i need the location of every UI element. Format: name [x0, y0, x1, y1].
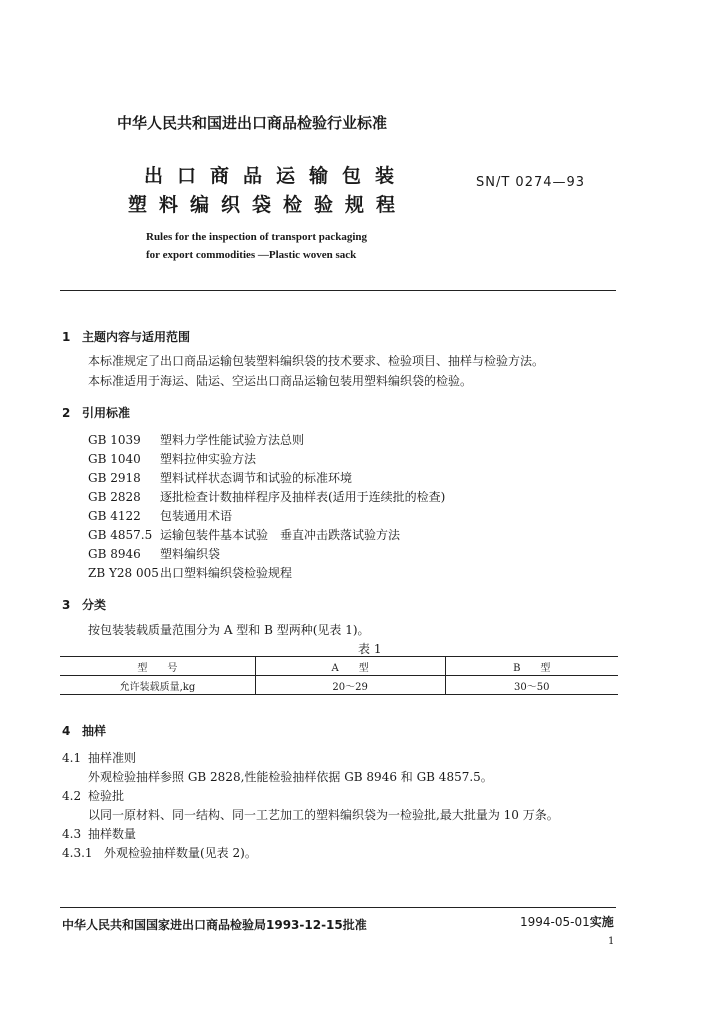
table-header-type-b: B 型	[445, 657, 618, 676]
subsection-4-3-title: 抽样数量	[88, 827, 137, 841]
english-title-line-1: Rules for the inspection of transport packaging	[146, 231, 368, 243]
header-divider	[60, 290, 616, 291]
standard-code: SN/T 0274—93	[476, 175, 586, 190]
reference-name: 出口塑料编织袋检验规程	[160, 566, 293, 580]
section-1-paragraph-1: 本标准规定了出口商品运输包装塑料编织袋的技术要求、检验项目、抽样与检验方法。	[88, 354, 545, 368]
issuing-organization: 中华人民共和国进出口商品检验行业标准	[117, 114, 388, 132]
subsection-4-3-1	[62, 844, 257, 861]
section-1-paragraph-2: 本标准适用于海运、陆运、空运出口商品运输包装用塑料编织袋的检验。	[88, 374, 473, 388]
effective-date-value: 1994-05-01	[520, 915, 590, 929]
subsection-4-3-1-text: 外观检验抽样数量(见表 2)。	[104, 846, 257, 860]
reference-item	[88, 469, 352, 486]
reference-item	[88, 526, 400, 543]
subsection-4-2-title: 检验批	[88, 789, 125, 803]
reference-name: 塑料编织袋	[160, 547, 221, 561]
table-cell-type-b: 30～50	[445, 676, 618, 695]
reference-item	[88, 507, 232, 524]
table-header-row	[60, 657, 618, 676]
subsection-4-1-text: 外观检验抽样参照 GB 2828,性能检验抽样依据 GB 8946 和 GB 4857.5。	[88, 770, 493, 784]
subsection-4-2-heading	[62, 787, 124, 804]
subsection-4-3-1-number: 4.3.1	[62, 846, 93, 860]
section-2-title: 引用标准	[82, 406, 131, 420]
subsection-4-2-text: 以同一原材料、同一结构、同一工艺加工的塑料编织袋为一检验批,最大批量为 10 万条。	[88, 808, 559, 822]
reference-code: GB 2828	[88, 490, 141, 504]
table-1-caption: 表 1	[358, 642, 382, 656]
section-2-heading	[62, 404, 130, 421]
title-line-1: 出口商品运输包装	[144, 165, 409, 187]
section-4-heading	[62, 722, 106, 739]
reference-item	[88, 431, 304, 448]
reference-item	[88, 564, 292, 581]
subsection-4-3-heading	[62, 825, 136, 842]
table-header-model: 型 号	[60, 657, 255, 676]
effective-date	[520, 913, 614, 930]
title-line-2: 塑料编织袋检验规程	[128, 194, 408, 216]
table-cell-label: 允许装载质量,kg	[60, 676, 255, 695]
reference-code: GB 1040	[88, 452, 141, 466]
section-4-title: 抽样	[82, 724, 107, 738]
subsection-4-1-heading	[62, 749, 136, 766]
section-3-paragraph: 按包装装载质量范围分为 A 型和 B 型两种(见表 1)。	[88, 623, 370, 637]
table-header-type-a: A 型	[255, 657, 445, 676]
section-1-heading	[62, 328, 190, 345]
reference-name: 包装通用术语	[160, 509, 233, 523]
section-4-number: 4	[62, 724, 71, 738]
reference-item	[88, 488, 445, 505]
reference-code: GB 8946	[88, 547, 141, 561]
reference-code: GB 1039	[88, 433, 141, 447]
reference-name: 塑料力学性能试验方法总则	[160, 433, 305, 447]
subsection-4-2-number: 4.2	[62, 789, 82, 803]
subsection-4-1-number: 4.1	[62, 751, 82, 765]
section-3-title: 分类	[82, 598, 107, 612]
table-row	[60, 676, 618, 695]
subsection-4-3-number: 4.3	[62, 827, 82, 841]
approval-authority: 中华人民共和国国家进出口商品检验局1993-12-15批准	[62, 918, 367, 932]
effective-date-label: 实施	[589, 915, 614, 929]
reference-code: GB 4857.5	[88, 528, 153, 542]
reference-name: 塑料拉伸实验方法	[160, 452, 257, 466]
reference-item	[88, 450, 256, 467]
page-number: 1	[608, 936, 615, 947]
section-1-number: 1	[62, 330, 71, 344]
section-3-heading	[62, 596, 106, 613]
reference-code: GB 4122	[88, 509, 141, 523]
reference-name: 逐批检查计数抽样程序及抽样表(适用于连续批的检查)	[160, 490, 446, 504]
subsection-4-1-title: 抽样准则	[88, 751, 137, 765]
section-1-title: 主题内容与适用范围	[82, 330, 191, 344]
section-3-number: 3	[62, 598, 71, 612]
table-cell-type-a: 20～29	[255, 676, 445, 695]
reference-name: 塑料试样状态调节和试验的标准环境	[160, 471, 353, 485]
reference-code: GB 2918	[88, 471, 141, 485]
english-title-line-2: for export commodities —Plastic woven sack	[146, 249, 357, 261]
table-1	[60, 656, 618, 695]
footer-divider	[60, 907, 616, 908]
reference-item	[88, 545, 220, 562]
reference-name: 运输包装件基本试验 垂直冲击跌落试验方法	[160, 528, 401, 542]
section-2-number: 2	[62, 406, 71, 420]
reference-code: ZB Y28 005	[88, 566, 159, 580]
